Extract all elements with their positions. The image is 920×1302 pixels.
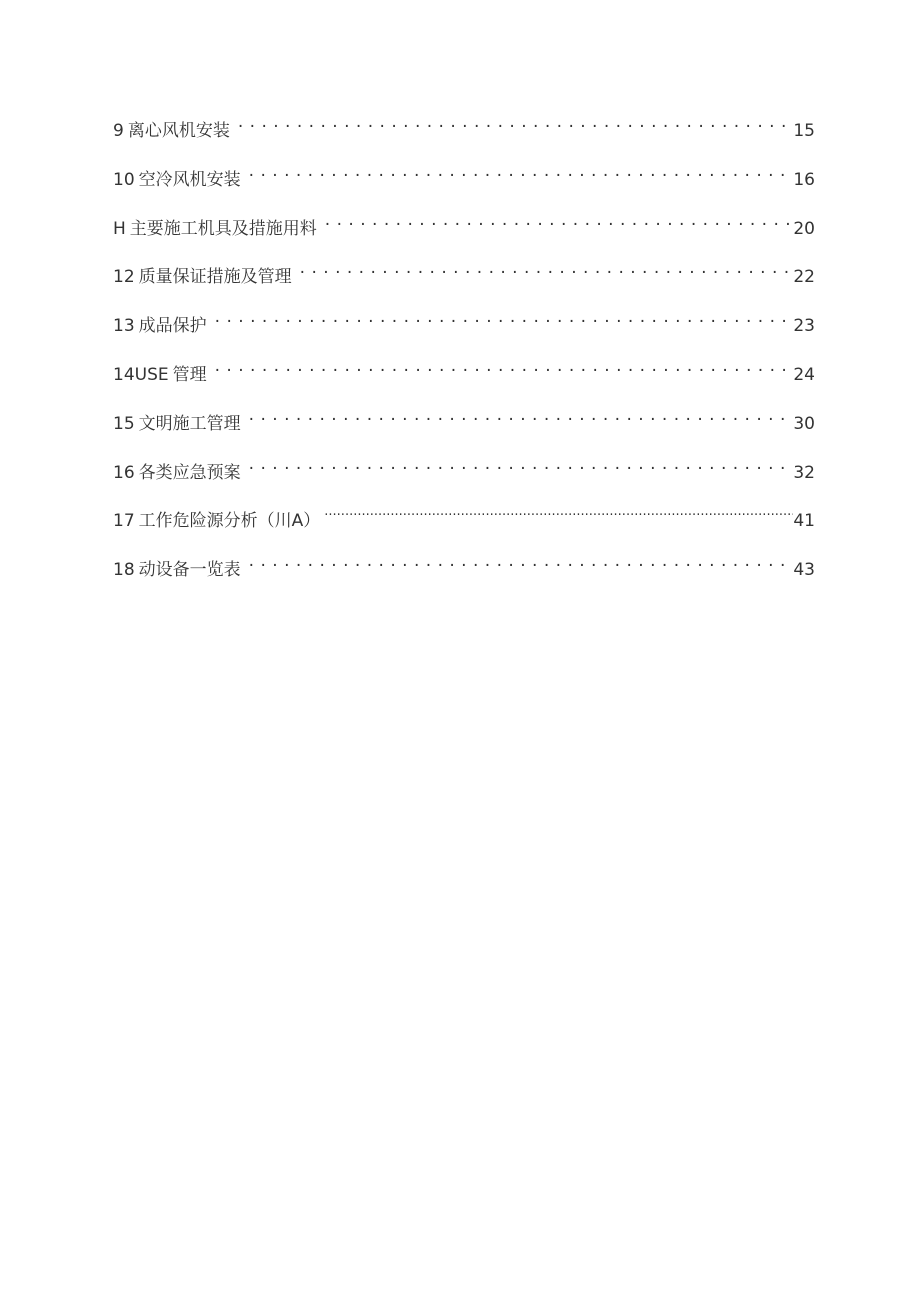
toc-entry[interactable] — [113, 108, 815, 157]
toc-dot-leader — [325, 206, 790, 234]
toc-entry-page: 24 — [793, 364, 815, 385]
toc-entry-page: 30 — [793, 413, 815, 434]
toc-entry-number: 12 — [113, 267, 135, 288]
toc-entry-title: 管理 — [172, 364, 207, 385]
toc-dot-leader — [215, 303, 790, 331]
toc-entry-number: 14USE — [113, 364, 169, 385]
toc-entry-title: 空冷风机安装 — [138, 169, 241, 190]
toc-dot-leader — [324, 498, 793, 526]
toc-entry[interactable] — [113, 206, 815, 255]
toc-entry[interactable] — [113, 450, 815, 499]
toc-entry[interactable] — [113, 303, 815, 352]
toc-dot-leader — [249, 450, 790, 478]
toc-dot-leader — [238, 108, 790, 136]
toc-dot-leader — [215, 352, 790, 380]
toc-entry-title: 工作危险源分析（川A） — [138, 511, 321, 532]
toc-dot-leader — [300, 254, 790, 282]
toc-entry-title: 动设备一览表 — [138, 560, 241, 581]
toc-entry-page: 41 — [793, 511, 815, 532]
toc-entry-number: 16 — [113, 462, 135, 483]
toc-entry-title: 离心风机安装 — [127, 121, 230, 141]
toc-entry-number: 15 — [113, 413, 135, 434]
toc-entry-page: 20 — [793, 218, 815, 239]
toc-entry[interactable] — [113, 157, 815, 206]
toc-entry-page: 23 — [793, 316, 815, 337]
toc-entry[interactable] — [113, 401, 815, 450]
toc-entry-page: 43 — [793, 560, 815, 581]
toc-entry-page: 22 — [793, 267, 815, 288]
toc-entry-page: 15 — [793, 121, 815, 141]
toc-entry-page: 32 — [793, 462, 815, 483]
toc-entry-title: 主要施工机具及措施用料 — [129, 218, 317, 239]
toc-entry-title: 成品保护 — [138, 316, 207, 337]
toc-entry-title: 各类应急预案 — [138, 462, 241, 483]
toc-entry[interactable] — [113, 254, 815, 303]
toc-dot-leader — [249, 157, 790, 185]
toc-entry[interactable] — [113, 352, 815, 401]
toc-entry-number: 17 — [113, 511, 135, 532]
toc-entry-number: 18 — [113, 560, 135, 581]
toc-entry-number: 13 — [113, 316, 135, 337]
toc-entry[interactable] — [113, 498, 815, 547]
toc-entry[interactable] — [113, 547, 815, 596]
toc-entry-number: H — [113, 218, 126, 239]
toc-entry-number: 10 — [113, 169, 135, 190]
table-of-contents — [113, 108, 815, 596]
toc-entry-title: 文明施工管理 — [138, 413, 241, 434]
toc-entry-page: 16 — [793, 169, 815, 190]
toc-dot-leader — [249, 547, 790, 575]
toc-dot-leader — [249, 401, 790, 429]
toc-entry-number: 9 — [113, 121, 124, 141]
toc-entry-title: 质量保证措施及管理 — [138, 267, 292, 288]
